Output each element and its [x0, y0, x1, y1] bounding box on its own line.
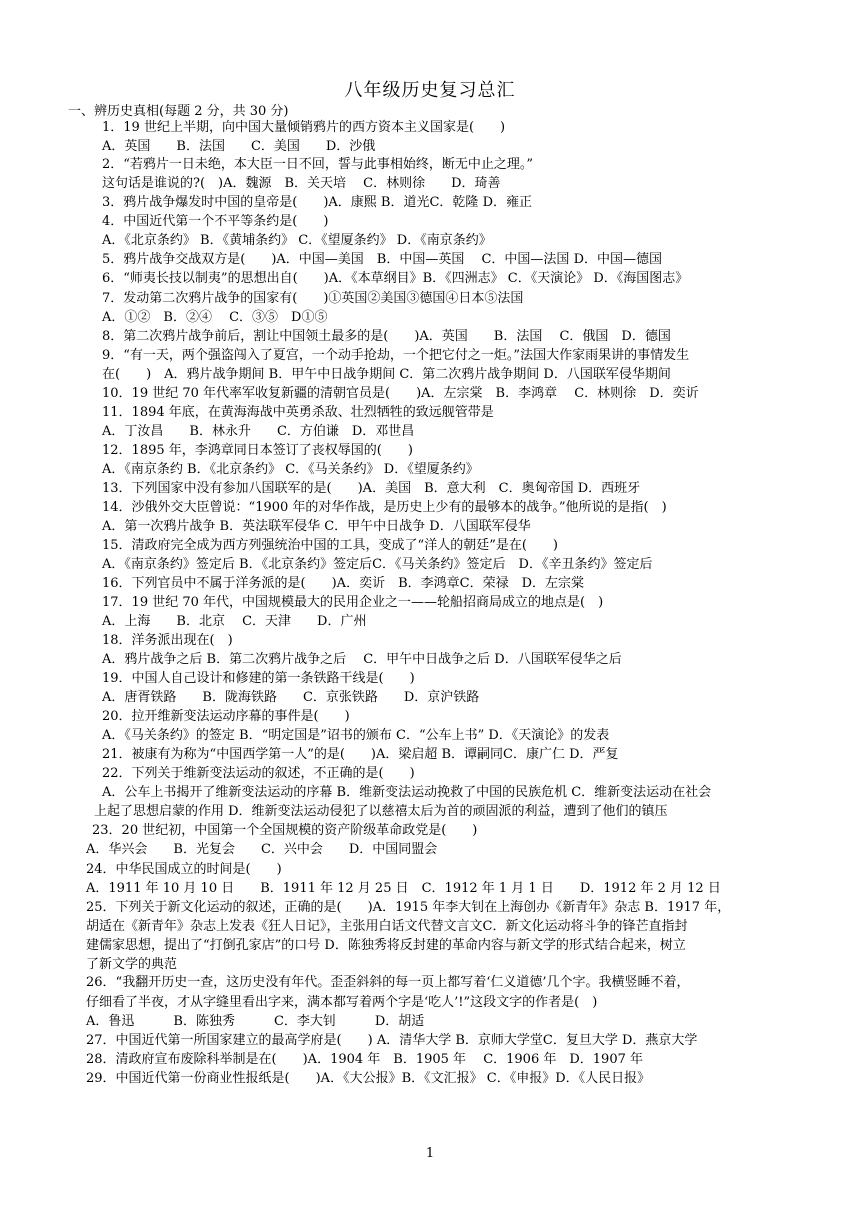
question-line: 4．中国近代第一个不平等条约是( ) [102, 214, 329, 229]
question-line: A．①② B．②④ C．③⑤ D①⑤ [102, 310, 328, 325]
question-line: A．公车上书揭开了维新变法运动的序幕 B．维新变法运动挽救了中国的民族危机 C．维新变法运动在社会 [102, 785, 712, 800]
question-line: 22．下列关于维新变法运动的叙述，不正确的是( ) [102, 766, 415, 781]
question-line: 上起了思想启蒙的作用 D．维新变法运动侵犯了以慈禧太后为首的顽固派的利益，遭到了他们的镇压 [94, 804, 668, 819]
question-line: 16．下列官员中不属于洋务派的是( )A．奕䜣 B．李鸿章C．荣禄 D．左宗棠 [102, 576, 584, 591]
question-line: 7．发动第二次鸦片战争的国家有( )①英国②美国③德国④日本⑤法国 [102, 291, 524, 306]
question-line: 这句话是谁说的?( )A．魏源 B．关天培 C．林则徐 D．琦善 [102, 176, 501, 191]
question-line: A．1911 年 10 月 10 日 B．1911 年 12 月 25 日 C．1912 年 1 月 1 日 D．1912 年 2 月 12 日 [86, 881, 721, 896]
question-line: 3．鸦片战争爆发时中国的皇帝是( )A．康熙 B．道光C．乾隆 D．雍正 [102, 195, 532, 210]
document-title: 八年级历史复习总汇 [344, 80, 516, 101]
question-line: 6．“师夷长技以制夷”的思想出自( )A．《本草纲目》B．《四洲志》 C．《天演论》 D．《海国图志》 [102, 271, 689, 286]
question-line: 了新文学的典范 [86, 957, 178, 972]
question-line: A．唐胥铁路 B．陇海铁路 C．京张铁路 D．京沪铁路 [102, 690, 480, 705]
page-number: 1 [425, 1146, 435, 1161]
question-line: 14．沙俄外交大臣曾说：“1900 年的对华作战，是历史上少有的最够本的战争。”他所说的是指( ) [102, 500, 667, 515]
question-line: 建儒家思想，提出了“打倒孔家店”的口号 D．陈独秀将反封建的革命内容与新文学的形式结合起来，树立 [86, 938, 686, 953]
question-line: A．第一次鸦片战争 B．英法联军侵华 C．甲午中日战争 D．八国联军侵华 [102, 519, 531, 534]
question-line: 5．鸦片战争交战双方是( )A．中国—美国 B．中国—英国 C．中国—法国 D．中国—德国 [102, 252, 662, 267]
question-line: 胡适在《新青年》杂志上发表《狂人日记》，主张用白话文代替文言文C．新文化运动将斗争的锋芒直指封 [86, 919, 688, 934]
question-line: A．华兴会 B．光复会 C．兴中会 D．中国同盟会 [86, 842, 438, 857]
question-line: A．《北京条约》 B．《黄埔条约》 C．《望厦条约》 D．《南京条约》 [102, 233, 492, 248]
question-line: 12．1895 年，李鸿章同日本签订了丧权辱国的( ) [102, 443, 413, 458]
question-line: 21．被康有为称为“中国西学第一人”的是( )A．梁启超 B．谭嗣同C．康广仁 D．严复 [102, 747, 619, 762]
question-line: A．鲁迅 B．陈独秀 C．李大钊 D．胡适 [86, 1014, 425, 1029]
question-line: 13．下列国家中没有参加八国联军的是( )A．美国 B．意大利 C．奥匈帝国 D．西班牙 [102, 481, 641, 496]
question-line: 18．洋务派出现在( ) [102, 633, 233, 648]
question-line: 2．“若鸦片一日未绝，本大臣一日不回，誓与此事相始终，断无中止之理。” [102, 157, 534, 172]
question-line: 25．下列关于新文化运动的叙述，正确的是( )A．1915 年李大钊在上海创办《新青年》杂志 B．1917 年， [86, 900, 731, 915]
question-line: 28．清政府宣布废除科举制是在( )A．1904 年 B．1905 年 C．1906 年 D．1907 年 [86, 1052, 643, 1067]
question-line: 10．19 世纪 70 年代率军收复新疆的清朝官员是( )A．左宗棠 B．李鸿章 C．林则徐 D．奕䜣 [102, 386, 699, 401]
question-line: 23．20 世纪初，中国第一个全国规模的资产阶级革命政党是( ) [92, 823, 478, 838]
question-line: A．《南京条约 B．《北京条约》 C．《马关条约》 D．《望厦条约》 [102, 462, 479, 477]
question-line: 20．拉开维新变法运动序幕的事件是( ) [102, 709, 350, 724]
question-line: A．上海 B．北京 C．天津 D．广州 [102, 614, 367, 629]
question-line: A．鸦片战争之后 B．第二次鸦片战争之后 C．甲午中日战争之后 D．八国联军侵华之后 [102, 652, 622, 667]
question-line: 8．第二次鸦片战争前后，割让中国领土最多的是( )A．英国 B．法国 C．俄国 D．德国 [102, 329, 671, 344]
question-line: 29．中国近代第一份商业性报纸是( )A．《大公报》B．《文汇报》 C．《申报》D．《人民日报》 [86, 1071, 651, 1086]
question-line: 1．19 世纪上半期，向中国大量倾销鸦片的西方资本主义国家是( ) [102, 120, 506, 135]
question-line: 11．1894 年底，在黄海海战中英勇杀敌、壮烈牺牲的致远舰管带是 [102, 405, 494, 420]
question-line: 27．中国近代第一所国家建立的最高学府是( ) A．清华大学 B．京师大学堂C．复旦大学 D．燕京大学 [86, 1033, 698, 1048]
question-line: 在( ) A．鸦片战争期间 B．甲午中日战争期间 C．第二次鸦片战争期间 D．八国联军侵华期间 [102, 367, 671, 382]
question-line: 24．中华民国成立的时间是( ) [86, 862, 282, 877]
question-line: A．《南京条约》签定后 B．《北京条约》签定后C．《马关条约》签定后 D．《辛丑条约》签定后 [102, 557, 653, 572]
question-line: A．英国 B．法国 C．美国 D．沙俄 [102, 139, 376, 154]
question-line: 26．“我翻开历史一查，这历史没有年代。歪歪斜斜的每一页上都写着‘仁义道德’几个字。我横竖睡不着， [86, 975, 690, 990]
question-line: A．丁汝昌 B．林永升 C．方伯谦 D．邓世昌 [102, 424, 415, 439]
section-heading: 一、辨历史真相(每题 2 分，共 30 分) [68, 104, 289, 119]
question-line: 9．“有一天，两个强盗闯入了夏宫，一个动手抢劫，一个把它付之一炬。”法国大作家雨果讲的事情发生 [102, 348, 690, 363]
question-line: 仔细看了半夜，才从字缝里看出字来，满本都写着两个字是‘吃人’!”这段文字的作者是( ) [86, 995, 598, 1010]
question-line: 15．清政府完全成为西方列强统治中国的工具，变成了“洋人的朝廷”是在( ) [102, 538, 558, 553]
question-line: 17．19 世纪 70 年代，中国规模最大的民用企业之一——轮船招商局成立的地点是( ) [102, 595, 604, 610]
question-line: 19．中国人自己设计和修建的第一条铁路干线是( ) [102, 671, 415, 686]
question-line: A．《马关条约》的签定 B．“明定国是”诏书的颁布 C．“公车上书” D．《天演论》的发表 [102, 728, 610, 743]
